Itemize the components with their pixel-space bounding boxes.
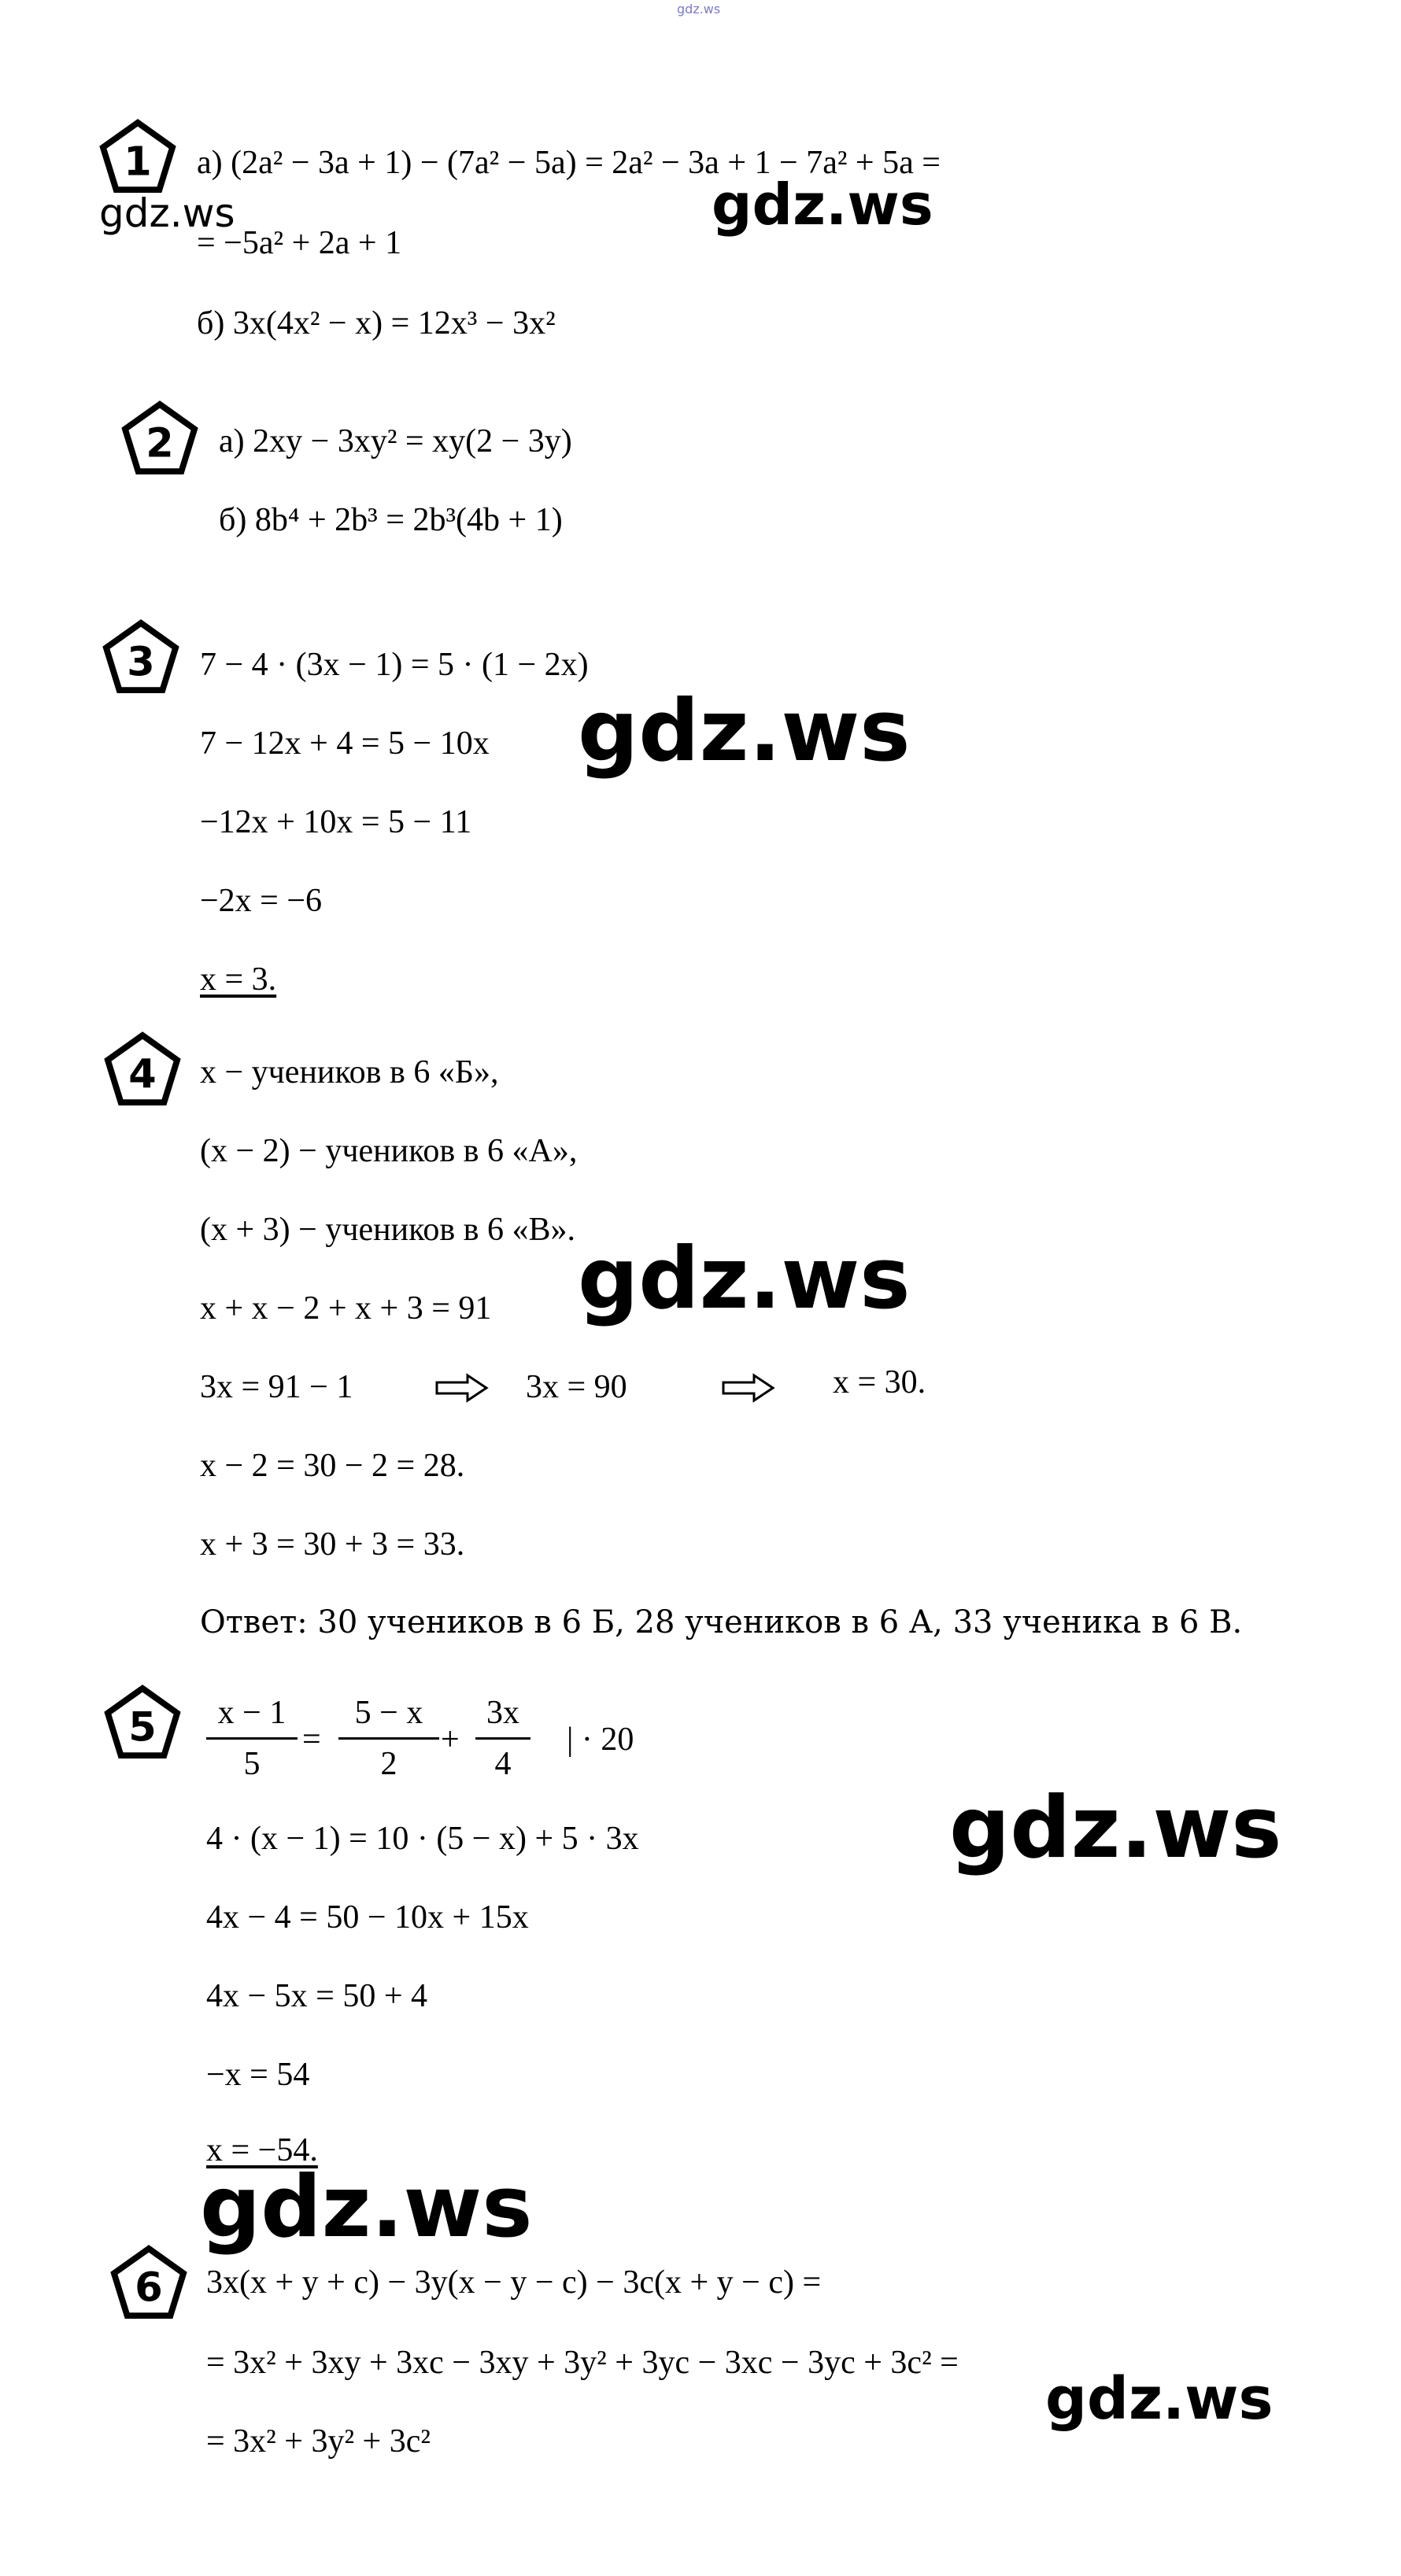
- fraction-2-numerator: 5 − x: [354, 1695, 423, 1731]
- p5-answer: x = −54.: [206, 2132, 318, 2168]
- watermark: gdz.ws: [99, 190, 235, 236]
- p3-line-3: −12x + 10x = 5 − 11: [200, 804, 472, 840]
- problem-number-badge-6: [110, 2244, 187, 2321]
- p6-line-2: = 3x² + 3xy + 3xc − 3xy + 3y² + 3yc − 3xc − 3yc + 3c² =: [206, 2345, 959, 2381]
- implies-arrow-icon: [434, 1372, 490, 1404]
- p5-equals: =: [302, 1722, 321, 1758]
- p4-line-7: x + 3 = 30 + 3 = 33.: [200, 1526, 465, 1563]
- svg-text:6: 6: [135, 2264, 163, 2312]
- svg-text:3: 3: [127, 639, 155, 686]
- p4-line-3: (x + 3) − учеников в 6 «В».: [200, 1212, 576, 1248]
- p2-line-2: б) 8b⁴ + 2b³ = 2b³(4b + 1): [219, 502, 563, 538]
- fraction-2: [338, 1696, 439, 1781]
- watermark: gdz.ws: [578, 1230, 911, 1328]
- watermark: gdz.ws: [949, 1779, 1282, 1877]
- problem-number-badge-4: [104, 1031, 181, 1108]
- svg-text:4: 4: [128, 1051, 157, 1098]
- p1-line-1: а) (2a² − 3a + 1) − (7a² − 5a) = 2a² − 3a + 1 − 7a² + 5a =: [197, 145, 941, 181]
- p3-answer: x = 3.: [200, 961, 277, 998]
- watermark: gdz.ws: [200, 2158, 533, 2257]
- p5-multiplier: | · 20: [567, 1722, 634, 1758]
- top-watermark: gdz.ws: [677, 2, 721, 17]
- fraction-3-numerator: 3x: [486, 1695, 519, 1731]
- svg-text:2: 2: [146, 420, 174, 467]
- implies-arrow-icon: [721, 1372, 776, 1404]
- p4-line-4: x + x − 2 + x + 3 = 91: [200, 1290, 492, 1327]
- problem-number-badge-1: [99, 118, 176, 195]
- p4-line-1: x − учеников в 6 «Б»,: [200, 1054, 499, 1091]
- p2-line-1: а) 2xy − 3xy² = xy(2 − 3y): [219, 423, 572, 459]
- fraction-1: [206, 1696, 298, 1781]
- svg-text:5: 5: [128, 1704, 157, 1751]
- fraction-1-denominator: 5: [243, 1746, 261, 1782]
- p4-line-5c: x = 30.: [833, 1364, 926, 1401]
- problem-number-badge-5: [104, 1684, 181, 1761]
- p6-line-3: = 3x² + 3y² + 3c²: [206, 2423, 431, 2460]
- p3-line-2: 7 − 12x + 4 = 5 − 10x: [200, 725, 490, 762]
- watermark: gdz.ws: [712, 172, 933, 238]
- p3-line-4: −2x = −6: [200, 883, 323, 919]
- p5-line-4: −x = 54: [206, 2057, 310, 2093]
- p1-line-3: б) 3x(4x² − x) = 12x³ − 3x²: [197, 305, 556, 341]
- p5-line-3: 4x − 5x = 50 + 4: [206, 1978, 428, 2014]
- svg-text:1: 1: [124, 138, 152, 186]
- p4-line-5a: 3x = 91 − 1: [200, 1369, 353, 1405]
- problem-number-badge-3: [102, 618, 179, 696]
- fraction-3-denominator: 4: [494, 1746, 512, 1782]
- p5-line-2: 4x − 4 = 50 − 10x + 15x: [206, 1899, 529, 1936]
- p5-plus: +: [441, 1722, 460, 1758]
- fraction-3: [475, 1696, 530, 1781]
- fraction-1-numerator: x − 1: [217, 1695, 286, 1731]
- p4-answer: Ответ: 30 учеников в 6 Б, 28 учеников в 6 А, 33 ученика в 6 В.: [200, 1604, 1243, 1640]
- p3-line-1: 7 − 4 · (3x − 1) = 5 · (1 − 2x): [200, 647, 589, 683]
- p6-line-1: 3x(x + y + c) − 3y(x − y − c) − 3c(x + y − c) =: [206, 2264, 822, 2301]
- watermark: gdz.ws: [578, 682, 911, 781]
- problem-number-badge-2: [121, 400, 198, 477]
- p1-line-2: = −5a² + 2a + 1: [197, 225, 402, 261]
- watermark: gdz.ws: [1045, 2365, 1273, 2433]
- p4-line-6: x − 2 = 30 − 2 = 28.: [200, 1448, 465, 1484]
- p4-line-2: (x − 2) − учеников в 6 «А»,: [200, 1133, 578, 1169]
- fraction-2-denominator: 2: [380, 1746, 397, 1782]
- p4-line-5b: 3x = 90: [526, 1369, 627, 1405]
- p5-line-1: 4 · (x − 1) = 10 · (5 − x) + 5 · 3x: [206, 1821, 639, 1857]
